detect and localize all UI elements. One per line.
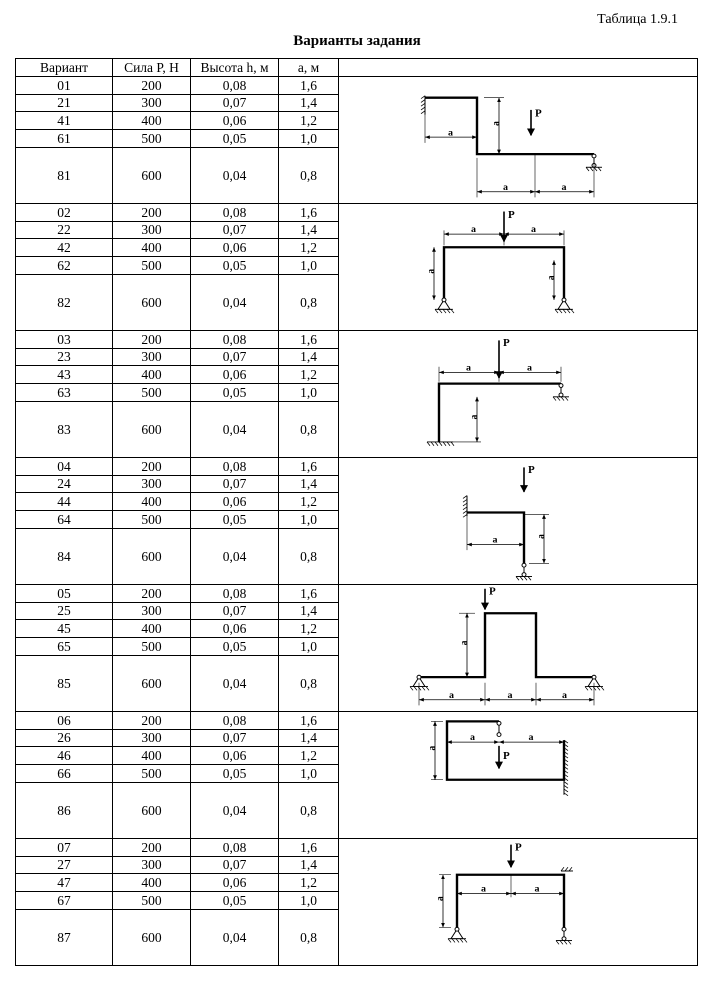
- dimension-label: a: [481, 883, 486, 895]
- cell-height: 0,08: [191, 839, 279, 857]
- cell-a: 0,8: [279, 909, 339, 965]
- cell-variant: 62: [16, 257, 113, 275]
- cell-force: 500: [113, 765, 191, 783]
- header-figure: [339, 59, 698, 77]
- cell-height: 0,08: [191, 712, 279, 730]
- cell-force: 600: [113, 909, 191, 965]
- force-label: P: [489, 585, 496, 598]
- cell-variant: 06: [16, 712, 113, 730]
- cell-variant: 01: [16, 77, 113, 95]
- cell-height: 0,05: [191, 257, 279, 275]
- cell-a: 1,6: [279, 204, 339, 222]
- frame-diagram: [339, 585, 684, 711]
- table-row: [16, 77, 698, 95]
- dimension-label: a: [562, 690, 567, 701]
- cell-height: 0,05: [191, 638, 279, 656]
- cell-force: 500: [113, 384, 191, 402]
- cell-height: 0,08: [191, 331, 279, 349]
- cell-a: 1,0: [279, 257, 339, 275]
- cell-variant: 04: [16, 458, 113, 476]
- cell-height: 0,07: [191, 348, 279, 366]
- cell-variant: 46: [16, 747, 113, 765]
- cell-force: 400: [113, 366, 191, 384]
- cell-force: 600: [113, 782, 191, 838]
- force-label: P: [503, 750, 510, 762]
- cell-variant: 27: [16, 856, 113, 874]
- scheme-figure-4: [339, 458, 698, 585]
- table-header-row: [16, 59, 698, 77]
- header-a: a, м: [279, 59, 339, 77]
- cell-height: 0,07: [191, 856, 279, 874]
- cell-a: 0,8: [279, 655, 339, 711]
- cell-force: 400: [113, 874, 191, 892]
- cell-variant: 47: [16, 874, 113, 892]
- cell-force: 200: [113, 839, 191, 857]
- table-row: [16, 458, 698, 476]
- cell-height: 0,08: [191, 585, 279, 603]
- cell-height: 0,04: [191, 147, 279, 203]
- cell-force: 500: [113, 511, 191, 529]
- force-label: P: [503, 337, 510, 349]
- cell-variant: 25: [16, 602, 113, 620]
- cell-variant: 44: [16, 493, 113, 511]
- cell-force: 300: [113, 221, 191, 239]
- cell-variant: 41: [16, 112, 113, 130]
- cell-variant: 22: [16, 221, 113, 239]
- header-variant: Вариант: [16, 59, 113, 77]
- cell-variant: 66: [16, 765, 113, 783]
- dimension-label: a: [561, 182, 567, 193]
- cell-variant: 02: [16, 204, 113, 222]
- cell-a: 1,4: [279, 475, 339, 493]
- cell-height: 0,08: [191, 77, 279, 95]
- dimension-label: a: [471, 224, 476, 236]
- cell-force: 500: [113, 257, 191, 275]
- dimension-label: a: [492, 534, 498, 546]
- dimension-label: a: [534, 883, 540, 895]
- frame-diagram: [339, 712, 684, 838]
- scheme-figure-5: [339, 585, 698, 712]
- frame-diagram: [339, 204, 684, 330]
- cell-a: 1,0: [279, 511, 339, 529]
- dimension-label: a: [468, 414, 481, 420]
- cell-variant: 67: [16, 892, 113, 910]
- cell-a: 1,0: [279, 130, 339, 148]
- cell-a: 1,6: [279, 585, 339, 603]
- cell-a: 1,4: [279, 602, 339, 620]
- header-force: Сила P, Н: [113, 59, 191, 77]
- cell-height: 0,05: [191, 765, 279, 783]
- table-row: [16, 585, 698, 603]
- dimension-label: a: [458, 640, 471, 646]
- cell-variant: 63: [16, 384, 113, 402]
- cell-force: 500: [113, 892, 191, 910]
- cell-variant: 65: [16, 638, 113, 656]
- cell-force: 300: [113, 602, 191, 620]
- cell-variant: 07: [16, 839, 113, 857]
- cell-a: 1,6: [279, 331, 339, 349]
- cell-variant: 42: [16, 239, 113, 257]
- dimension-label: a: [545, 275, 558, 281]
- cell-a: 1,6: [279, 839, 339, 857]
- dimension-label: a: [449, 690, 454, 701]
- cell-force: 200: [113, 712, 191, 730]
- cell-height: 0,04: [191, 274, 279, 330]
- cell-a: 1,4: [279, 856, 339, 874]
- cell-height: 0,04: [191, 909, 279, 965]
- cell-variant: 64: [16, 511, 113, 529]
- cell-variant: 84: [16, 528, 113, 584]
- cell-a: 1,4: [279, 348, 339, 366]
- cell-variant: 23: [16, 348, 113, 366]
- cell-height: 0,08: [191, 204, 279, 222]
- cell-force: 200: [113, 77, 191, 95]
- cell-force: 200: [113, 204, 191, 222]
- cell-a: 1,2: [279, 239, 339, 257]
- cell-variant: 86: [16, 782, 113, 838]
- dimension-label: a: [535, 534, 548, 539]
- cell-variant: 82: [16, 274, 113, 330]
- cell-a: 1,0: [279, 892, 339, 910]
- dimension-label: a: [426, 745, 439, 751]
- scheme-figure-2: [339, 204, 698, 331]
- cell-force: 600: [113, 655, 191, 711]
- cell-a: 1,6: [279, 712, 339, 730]
- cell-height: 0,05: [191, 511, 279, 529]
- cell-a: 0,8: [279, 782, 339, 838]
- cell-height: 0,06: [191, 493, 279, 511]
- cell-height: 0,04: [191, 782, 279, 838]
- scheme-figure-1: [339, 77, 698, 204]
- cell-force: 400: [113, 747, 191, 765]
- cell-force: 300: [113, 348, 191, 366]
- cell-variant: 61: [16, 130, 113, 148]
- dimension-label: a: [425, 268, 438, 274]
- cell-force: 600: [113, 274, 191, 330]
- force-label: P: [508, 209, 515, 222]
- cell-a: 0,8: [279, 274, 339, 330]
- table-number: Таблица 1.9.1: [597, 12, 678, 27]
- table-title: Варианты задания: [293, 33, 421, 49]
- cell-height: 0,07: [191, 94, 279, 112]
- dimension-label: a: [490, 121, 503, 126]
- cell-force: 600: [113, 528, 191, 584]
- cell-variant: 81: [16, 147, 113, 203]
- cell-force: 500: [113, 638, 191, 656]
- cell-a: 1,2: [279, 747, 339, 765]
- variants-table: [15, 58, 698, 966]
- cell-a: 1,0: [279, 384, 339, 402]
- cell-force: 600: [113, 401, 191, 457]
- cell-height: 0,06: [191, 112, 279, 130]
- table-row: [16, 839, 698, 857]
- cell-a: 1,0: [279, 765, 339, 783]
- cell-height: 0,07: [191, 475, 279, 493]
- force-label: P: [535, 107, 542, 120]
- table-row: [16, 331, 698, 349]
- frame-diagram: [339, 77, 684, 203]
- cell-force: 400: [113, 239, 191, 257]
- cell-variant: 45: [16, 620, 113, 638]
- cell-variant: 87: [16, 909, 113, 965]
- cell-a: 1,2: [279, 493, 339, 511]
- cell-a: 1,4: [279, 221, 339, 239]
- cell-height: 0,06: [191, 620, 279, 638]
- dimension-label: a: [466, 362, 471, 374]
- cell-a: 1,2: [279, 620, 339, 638]
- cell-a: 1,6: [279, 458, 339, 476]
- frame-diagram: [339, 839, 684, 965]
- cell-force: 200: [113, 458, 191, 476]
- frame-diagram: [339, 331, 684, 457]
- cell-variant: 03: [16, 331, 113, 349]
- cell-force: 200: [113, 331, 191, 349]
- cell-height: 0,04: [191, 655, 279, 711]
- cell-height: 0,05: [191, 384, 279, 402]
- cell-variant: 85: [16, 655, 113, 711]
- cell-a: 0,8: [279, 147, 339, 203]
- cell-height: 0,05: [191, 892, 279, 910]
- cell-height: 0,06: [191, 874, 279, 892]
- scheme-figure-7: [339, 839, 698, 966]
- cell-height: 0,04: [191, 528, 279, 584]
- cell-force: 300: [113, 856, 191, 874]
- cell-height: 0,07: [191, 729, 279, 747]
- cell-variant: 24: [16, 475, 113, 493]
- cell-height: 0,06: [191, 747, 279, 765]
- dimension-label: a: [470, 732, 475, 744]
- table-row: [16, 712, 698, 730]
- scheme-figure-3: [339, 331, 698, 458]
- cell-a: 1,2: [279, 874, 339, 892]
- cell-force: 300: [113, 475, 191, 493]
- scheme-figure-6: [339, 712, 698, 839]
- dimension-label: a: [531, 224, 536, 236]
- table-row: [16, 204, 698, 222]
- dimension-label: a: [527, 362, 532, 374]
- cell-force: 500: [113, 130, 191, 148]
- cell-variant: 21: [16, 94, 113, 112]
- cell-height: 0,08: [191, 458, 279, 476]
- cell-a: 0,8: [279, 401, 339, 457]
- header-height: Высота h, м: [191, 59, 279, 77]
- cell-force: 300: [113, 94, 191, 112]
- cell-variant: 43: [16, 366, 113, 384]
- cell-force: 400: [113, 112, 191, 130]
- cell-height: 0,05: [191, 130, 279, 148]
- cell-a: 1,2: [279, 112, 339, 130]
- frame-diagram: [339, 458, 684, 584]
- cell-a: 0,8: [279, 528, 339, 584]
- cell-height: 0,06: [191, 366, 279, 384]
- dimension-label: a: [503, 182, 508, 193]
- dimension-label: a: [448, 127, 453, 139]
- cell-a: 1,0: [279, 638, 339, 656]
- dimension-label: a: [507, 690, 513, 701]
- cell-force: 200: [113, 585, 191, 603]
- cell-variant: 05: [16, 585, 113, 603]
- cell-force: 400: [113, 493, 191, 511]
- cell-variant: 83: [16, 401, 113, 457]
- force-label: P: [515, 841, 522, 854]
- cell-height: 0,06: [191, 239, 279, 257]
- cell-height: 0,04: [191, 401, 279, 457]
- cell-force: 600: [113, 147, 191, 203]
- cell-force: 400: [113, 620, 191, 638]
- dimension-label: a: [434, 896, 447, 902]
- cell-a: 1,6: [279, 77, 339, 95]
- cell-a: 1,4: [279, 729, 339, 747]
- cell-height: 0,07: [191, 602, 279, 620]
- cell-a: 1,4: [279, 94, 339, 112]
- force-label: P: [528, 464, 535, 476]
- cell-a: 1,2: [279, 366, 339, 384]
- cell-height: 0,07: [191, 221, 279, 239]
- cell-variant: 26: [16, 729, 113, 747]
- cell-force: 300: [113, 729, 191, 747]
- dimension-label: a: [528, 732, 534, 744]
